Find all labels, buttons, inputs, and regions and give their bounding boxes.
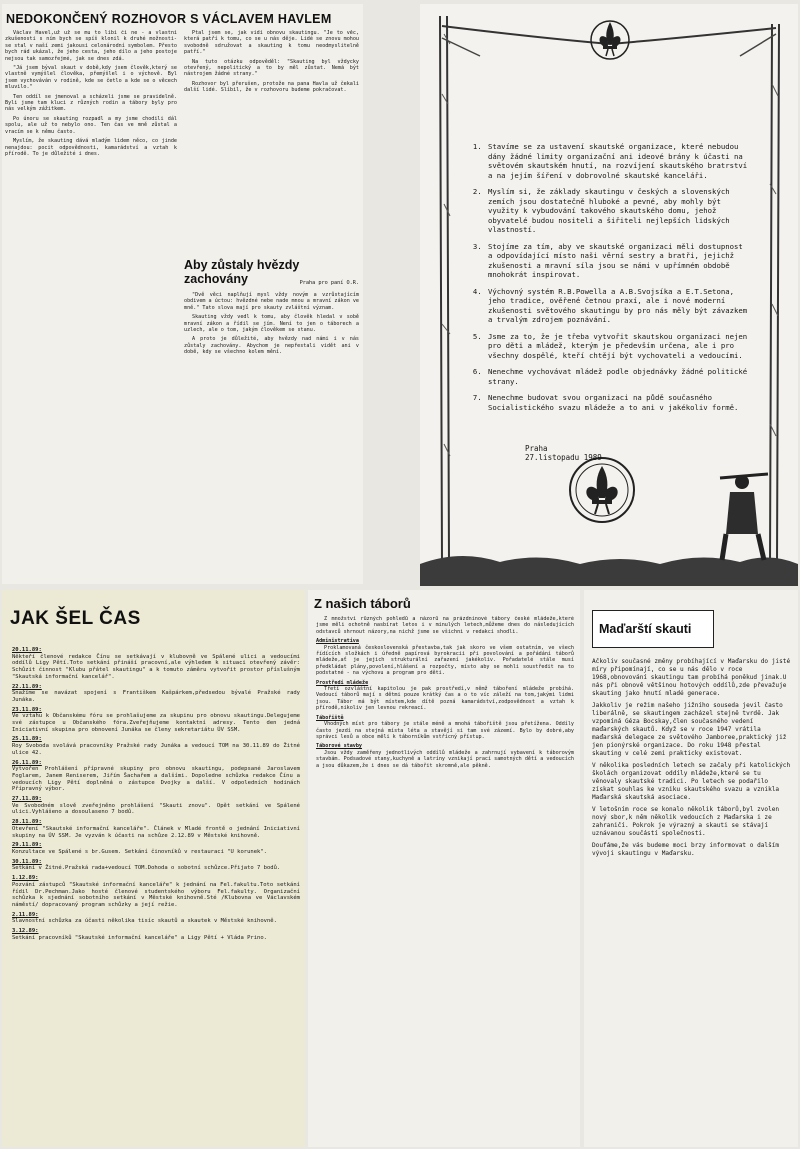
signature-date: 27.listopadu 1989 bbox=[525, 453, 602, 462]
fleur-de-lis-icon bbox=[591, 21, 629, 59]
section-text: Proklamovaná československá přestavba,tak jak skoro ve všem ostatním, ve všech řídících složkách i úředně papírová byrokracii při povolování a pořádání táborů mládeže,ať je jejich strukturální zařazení jakékoliv. Pořadatelé stále musí předkládat plány,povolení,hlášení a rozpočty, místo aby se mohli soustředit na to podstatné - na výchovu a program pro děti. bbox=[316, 644, 574, 677]
entry-text: Slavnostní schůzka za účasti několika tisíc skautů a skautek v Městské knihovně. bbox=[12, 918, 277, 925]
entry-date: 28.11.89: bbox=[12, 819, 42, 826]
section-text: Vhodných míst pro tábory je stále méně a mnohá tábořiště jsou přetížena. Oddíly často jezdí na stejná místa léta a stavějí si tam své zázemí. Bylo by dobré,aby správci lesů a obce měli k táborníkům vstřícný přístup. bbox=[316, 721, 574, 740]
entry-text: Setkání pracovníků "Skautské informační kanceláře" a Ligy Pětí + Vláda Prino. bbox=[12, 934, 267, 941]
thesis-item: 2. Myslím si, že základy skautingu v českých a slovenských zemích jsou dostatečně hluboké a pevné, aby mohly být využity k vybudování takového skautského domu, jehož obyvatelé budou nositeli a šiřiteli nejlepších lidských vlastností. bbox=[486, 187, 750, 235]
madarsti-title-box bbox=[592, 610, 714, 648]
section-text: Třetí ozvláštní kapitolou je pak prostředí,v němž táboření mládeže probíhá. Vedoucí táborů mají s dětmi pouze krátký čas a o to víc záleží na tom,jakými lidmi jsou. Tábor má být místem,kde dítě pozná kamarádství,zodpovědnost a vztah k přírodě,nikoliv jen levnou rekreací. bbox=[316, 686, 574, 712]
thesis-item: 7. Nenechme budovat svou organizaci na půdě současného Socialistického svazu mládeže a to ani v jakékoliv formě. bbox=[486, 393, 750, 412]
thesis-item: 4. Výchovný systém R.B.Powella a A.B.Svojsíka a E.T.Setona, jeho tradice, ověřené četnou praxí, ale i nové moderní zkušenosti světového skautingu by pro nás měly být závazkem a trvalým zdrojem poznávání. bbox=[486, 287, 750, 325]
article-hvezdy bbox=[184, 258, 359, 578]
entry-text: Vytvořen Prohlášení přípravné skupiny pro obnovu skautingu, podepsané Jaroslavem Foglarem, Janem Reniserem, Jiřím Šachařem a dalšími. Dopoledne schůzka redakce Čínu a vedoucích Ligy Pětí doplněná o zástupce Dvojky a další. V odpoledních hodinách Přípravný výbor. bbox=[12, 766, 300, 793]
paragraph: Na tuto otázku odpověděl: "Skauting byl vždycky otevřený, nepolitický a to by měl zůstat. Nemá být nástrojem žádné strany." bbox=[184, 58, 359, 78]
thesis-item: 1. Stavíme se za ustavení skautské organizace, které nebudou dány žádné limity organizační ani ideové brány k účasti na světovém skautském hnutí, na rozvíjení skautského bratrství a na jejím šíření v dobrovolné skautské kanceláři. bbox=[486, 142, 750, 180]
entry-date: 29.11.89: bbox=[12, 842, 42, 849]
thesis-item: 3. Stojíme za tím, aby ve skautské organizaci měli dostupnost a odpovídající místo naši věrní sestry a bratři, jejichž zkušenosti a mravní síla jsou se námi v upřímném obdobě mnohokrát inspirovat. bbox=[486, 242, 750, 280]
scout-emblem-icon bbox=[570, 458, 634, 522]
entry-text: Konzultace ve Spálené s br.Gusem. Setkání činovníků v restauraci "U korunek". bbox=[12, 848, 267, 855]
theses-list bbox=[472, 142, 750, 412]
article-madarsti-skauti bbox=[584, 590, 798, 1147]
entry-date: 2.11.89: bbox=[12, 911, 39, 918]
entry-date: 3.12.89: bbox=[12, 928, 39, 935]
paragraph: Myslím, že skauting dává mladým lidem něco, co jinde nenajdou: pocit odpovědnosti, kamarádství a vztah k přírodě. To je důležité i dnes. bbox=[5, 138, 177, 157]
section-heading: Tábořiště bbox=[316, 714, 344, 721]
article-z-nasich-taboru bbox=[308, 590, 580, 1147]
paragraph: A proto je důležité, aby hvězdy nad námi i v nás zůstaly zachovány. Abychom je nepřestali vidět ani v době, kdy se všechno kolem mění. bbox=[184, 336, 359, 356]
entry-date: 26.11.89: bbox=[12, 759, 42, 766]
section-heading: Administrativa bbox=[316, 638, 359, 645]
entry-date: 27.11.89: bbox=[12, 796, 42, 803]
paragraph: Skauting vždy vedl k tomu, aby člověk hledal v sobě mravní zákon a řídil se jím. Není to jen o táborech a uzlech, ale o tom, jakým člověkem se stanu. bbox=[184, 314, 359, 334]
z-nasich-taboru-title: Z našich táborů bbox=[314, 596, 411, 611]
theses-list-wrapper bbox=[472, 142, 750, 442]
article-havel-col-2 bbox=[184, 30, 359, 250]
thesis-item: 6. Nenechme vychovávat mládež podle objednávky žádné politické strany. bbox=[486, 367, 750, 386]
entry-text: Pozvání zástupců "Skautské informační kanceláře" k jednání na Fel.fakultu.Toto setkání řídil Dr.Pechman.Jako hosté členové studentského výboru Fel.fakulty. Organizační schůzka k sjednání sobotního setkání v Městské knihovně.Sté /Klubovna ve Václavském náměstí/ dopracovaný program schůzky a její režie. bbox=[12, 881, 300, 908]
paragraph: Václav Havel,už už se mu to líbí či ne - a vlastní zkušenosti s ním bych se spíš klonil k druhé možnosti- se stal v naší zemi jakousi celonárodní symbolem. Přesto bych rád ukázal, že jeho cesta, jeho dílo a jeho postoje nejsou tak samozřejmé, jak se dnes zdá. bbox=[5, 30, 177, 62]
entry-text: Snažíme se navázat spojení s Františkem Kašpárkem,předsedou bývalé Pražské rady Junáka. bbox=[12, 690, 300, 703]
article-havel-col-1 bbox=[5, 30, 177, 578]
entry-text: Setkání v Žitné.Pražská rada+vedoucí TOM.Dohoda o sobotní schůzce.Přijato 7 bodů. bbox=[12, 865, 281, 872]
scout-figure-illustration bbox=[720, 474, 768, 560]
entry-date: 23.11.89: bbox=[12, 706, 42, 713]
paragraph: Ptal jsem se, jak vidí obnovu skautingu. "Je to věc, která patří k tomu, co se u nás děje. Lidé se znovu mohou svobodně sdružovat a skauting k tomu neodmyslitelně patří." bbox=[184, 30, 359, 56]
section-heading: Táborové stavby bbox=[316, 743, 363, 750]
jak-sel-cas-title: JAK ŠEL ČAS bbox=[10, 608, 141, 629]
z-nasich-taboru-body bbox=[316, 616, 574, 1142]
paragraph: "Já jsem býval skaut v době,kdy jsem člověk,který se vlastně vymýšlel člověka, přemýšlel i o výchově. Byl jsem vychováván v rodině, kde se četlo a kde se o věcech mluvilo." bbox=[5, 65, 177, 91]
paragraph: Ten oddíl se jmenoval a scházeli jsme se pravidelně. Byli jsme tam kluci z různých rodin a tábory byly pro nás velkým zážitkem. bbox=[5, 93, 177, 113]
article-hvezdy-byline: Praha pro paní O.R. bbox=[299, 280, 359, 286]
entry-date: 22.11.89: bbox=[12, 683, 42, 690]
article-jak-sel-cas bbox=[2, 590, 305, 1147]
madarsti-skauti-title: Maďarští skauti bbox=[599, 622, 692, 636]
intro: Z množství různých pohledů a názorů na prázdninové tábory české mládeže,které jsme měli ochotně nasbírat letos i v minulých letech,můžeme dnes do následujících odstavců shrnout názory,na nichž jsme se všichni v redakci shodli. bbox=[316, 616, 574, 635]
signature-place: Praha bbox=[525, 444, 548, 453]
article-havel bbox=[2, 4, 363, 584]
thesis-item: 5. Jsme za to, že je třeba vytvořit skautskou organizaci nejen pro děti a mládež, kterým je především určena, ale i pro všechny dospělé, kteří chtějí být vychovateli a vedoucími. bbox=[486, 332, 750, 361]
entry-text: Otevření "Skautské informační kanceláře". Článek v Mladé frontě o jednání Iniciativní skupiny na ÚV SSM. Je vyzván k účasti na schůze 2.12.89 v Městské knihovně. bbox=[12, 825, 300, 839]
article-havel-title: NEDOKONČENÝ ROZHOVOR S VÁCLAVEM HAVLEM bbox=[6, 12, 332, 26]
section-heading: Prostředí mládeže bbox=[316, 679, 369, 686]
entry-date: 30.11.89: bbox=[12, 858, 42, 865]
paragraph: V letošním roce se konalo několik táborů,byl zvolen nový sbor,k něm několik vedoucích z Maďarska i ze zahraničí. Pokrok je výrazný a skauti se stávají uznávanou součástí společnosti. bbox=[592, 806, 780, 837]
jak-sel-cas-body bbox=[12, 644, 300, 1142]
paragraph: Jakkoliv je režim našeho jižního souseda jevil často liberálně, se skautingem zacházel stejně tvrdě. Jak vzpomíná Géza Bocskay,člen současného vedení maďarských skautů. Když se v roce 1947 vrátila maďarská delegace ze světového Jamboree,praktický již jen pionýrské organizace. Do roku 1948 přestal skauting v celé zemi prakticky existovat. bbox=[592, 702, 787, 757]
entry-date: 25.11.89: bbox=[12, 736, 42, 743]
paragraph: Doufáme,že vás budeme moci brzy informovat o dalším vývoji skautingu v Maďarsku. bbox=[592, 842, 780, 857]
theses-signature bbox=[525, 444, 602, 462]
entry-date: 20.11.89: bbox=[12, 647, 42, 653]
entry-text: Roy Svoboda svolává pracovníky Pražské rady Junáka a vedoucí TOM na 30.11.89 do Žitné ulice 42. bbox=[12, 743, 300, 756]
entry-date: 1.12.89: bbox=[12, 875, 39, 882]
paragraph: Ačkoliv současné změny probíhající v Maďarsku do jisté míry připomínají, co se u nás dělo v roce 1968,obnovování skautingu tam probíhá poněkud jinak.U nás při obnově většinou hotových oddílů,zde převažuje skauting jako hnutí mladé generace. bbox=[592, 658, 791, 697]
entry-text: Ve Svobodném slově zveřejněno prohlášení "Skauti znovu". Opět setkání ve Spálené ulici.Vyhlášeno a dosoulaseno 7 bodů. bbox=[12, 802, 300, 816]
theses-panel bbox=[420, 4, 798, 586]
article-hvezdy-title: Aby zůstaly hvězdy zachovány bbox=[184, 258, 300, 286]
entry-text: Ve vztahu k Občanskému fóru se prohlašujeme za skupinu pro obnovu skautingu.Delegujeme své zástupce u Občanského fóra.Zveřejňujeme kontaktní adresy. Tento den jedná Iniciativní skupina pro obnovení Junáka se členy sekretariátu ÚV SSM. bbox=[12, 713, 300, 733]
section-text: Jsou vždy zaměřeny jednotlivých oddílů mládeže a zahrnují vybavení k táborovým stavbám. Podsadové stany,kuchyně a latríny vznikají prací samotných dětí a vedoucích a jsou důkazem,že i dnes se dá tábořit skromně,ale pěkně. bbox=[316, 749, 574, 769]
paragraph: V několika posledních letech se začaly při katolických školách organizovat oddíly mládeže,které se tu věnovaly skautské tradici. Po letech se podařilo získat souhlas ke vzniku skautského svazu a vznikla Maďarská skautská asociace. bbox=[592, 762, 791, 801]
madarsti-skauti-body bbox=[592, 658, 792, 1142]
entry-text: Někteří členové redakce Čínu se setkávají v klubovně ve Spálené ulici a vedoucími oddílů Ligy Pětí.Toto setkání přináší pracovní,ale výhledem k situaci otevřený závěr: Schůzit činnost "Klubu přátel skautingu" a k tomuto záměru vytvořit prostor příslušným "Skautská informační kancelář". bbox=[12, 653, 300, 680]
paragraph: Rozhovor byl přerušen, protože na pana Havla už čekali další lidé. Slíbil, že v rozhovoru budeme pokračovat. bbox=[184, 80, 359, 94]
paragraph: Po únoru se skauting rozpadl a my jsme chodili dál spolu, ale už to nebylo ono. Ten čas ve mně zůstal a vracím se k němu často. bbox=[5, 115, 177, 135]
paragraph: "Dvě věci naplňují mysl vždy novým a vzrůstajícím obdivem a úctou: hvězdné nebe nade mnou a mravní zákon ve mně." Tato slova mají pro skauty zvláštní význam. bbox=[184, 292, 359, 311]
